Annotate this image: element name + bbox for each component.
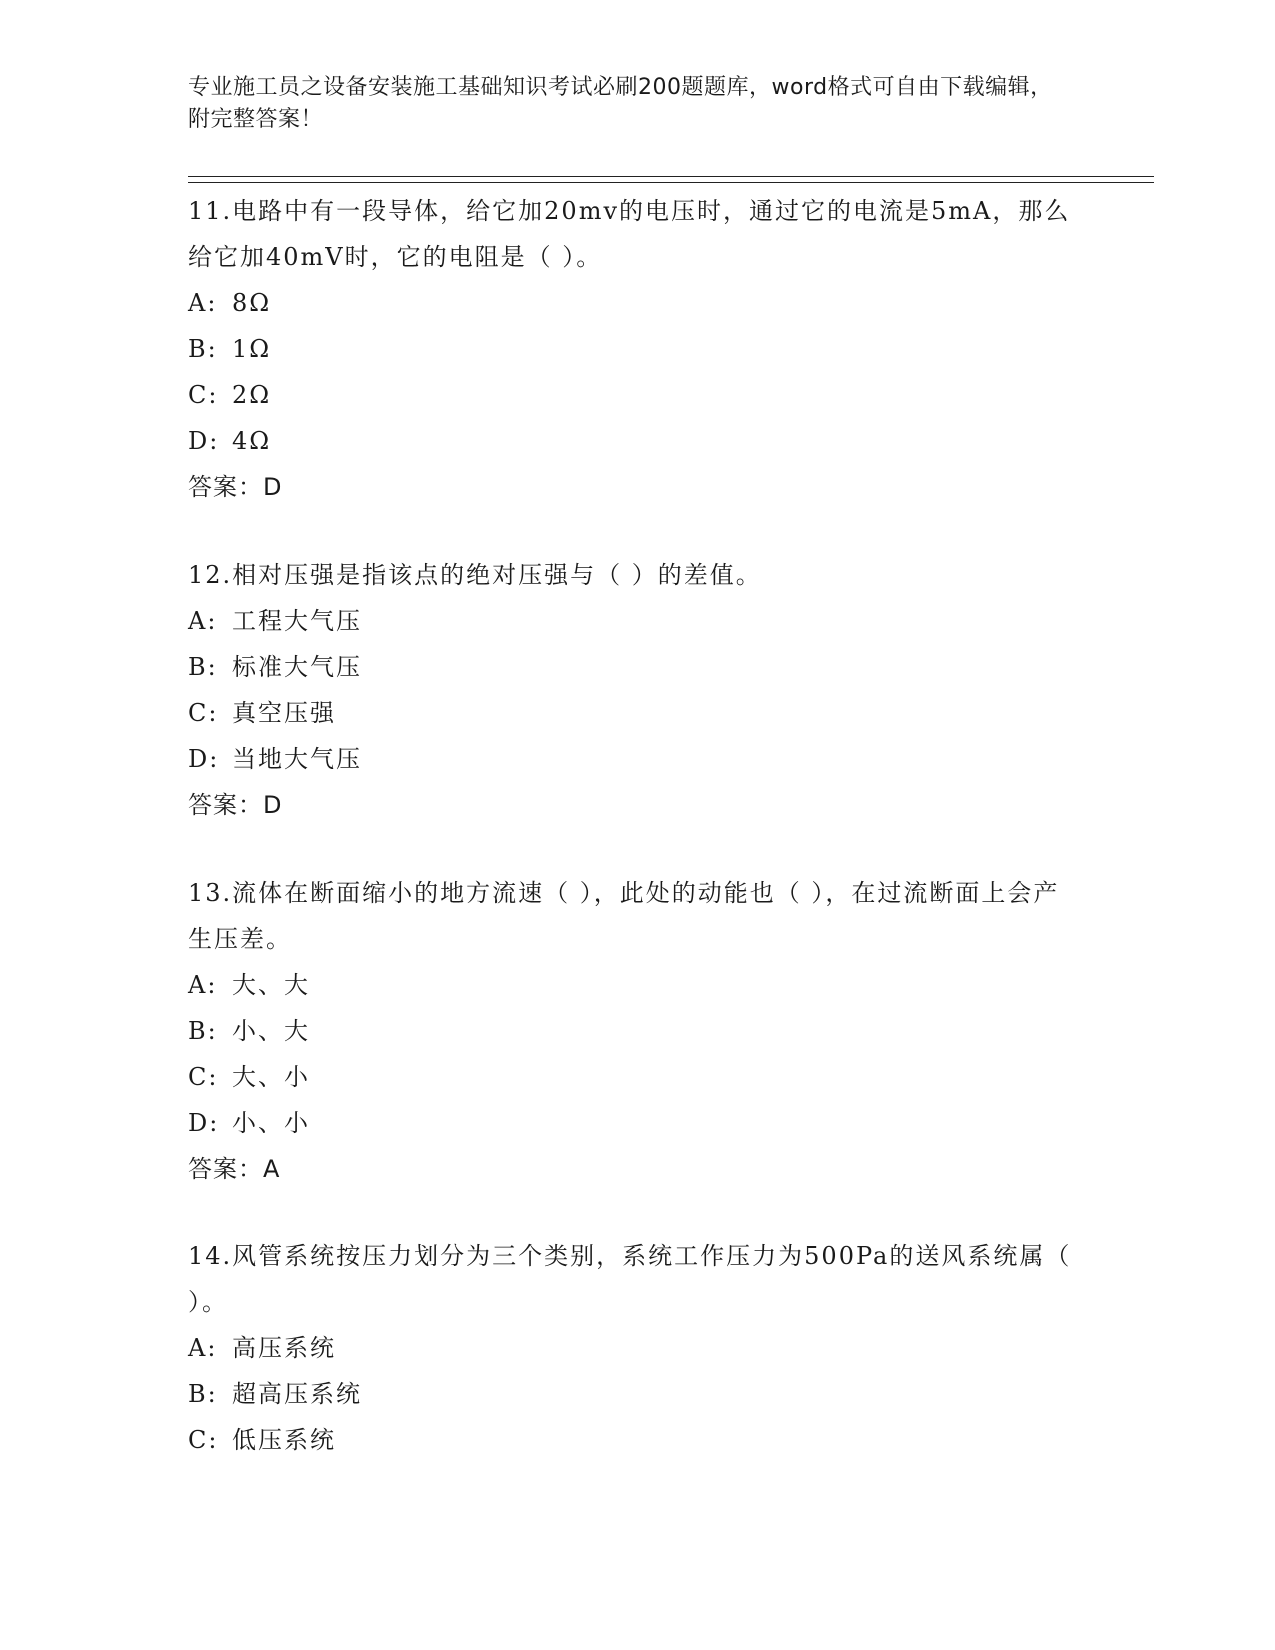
option-letter: D: bbox=[188, 745, 220, 773]
option-text: 大、小 bbox=[232, 1063, 310, 1091]
option-c bbox=[188, 1054, 1078, 1100]
answer-line: 答案：A bbox=[188, 1155, 281, 1183]
option-text: 低压系统 bbox=[232, 1426, 336, 1454]
option-text: 小、小 bbox=[232, 1109, 310, 1137]
option-letter: D: bbox=[188, 427, 220, 455]
option-text: 8Ω bbox=[232, 289, 272, 317]
option-d bbox=[188, 418, 1078, 464]
option-b bbox=[188, 644, 1078, 690]
option-letter: A: bbox=[188, 607, 218, 635]
option-d bbox=[188, 736, 1078, 782]
option-a bbox=[188, 962, 1078, 1008]
option-b bbox=[188, 1008, 1078, 1054]
option-letter: A: bbox=[188, 289, 218, 317]
option-text: 2Ω bbox=[232, 381, 272, 409]
option-letter: A: bbox=[188, 971, 218, 999]
option-text: 工程大气压 bbox=[232, 607, 362, 635]
option-text: 小、大 bbox=[232, 1017, 310, 1045]
option-text: 高压系统 bbox=[232, 1334, 336, 1362]
header-divider-bottom bbox=[188, 182, 1154, 183]
option-letter: C: bbox=[188, 381, 219, 409]
question-13 bbox=[188, 870, 1078, 1192]
answer-line: 答案：D bbox=[188, 473, 283, 501]
option-c bbox=[188, 1417, 1078, 1463]
option-letter: C: bbox=[188, 1063, 219, 1091]
option-text: 真空压强 bbox=[232, 699, 336, 727]
option-letter: B: bbox=[188, 653, 218, 681]
option-a bbox=[188, 280, 1078, 326]
option-letter: C: bbox=[188, 1426, 219, 1454]
answer-line: 答案：D bbox=[188, 791, 283, 819]
option-letter: A: bbox=[188, 1334, 218, 1362]
question-stem: 11.电路中有一段导体，给它加20mv的电压时，通过它的电流是5mA，那么给它加40mV时，它的电阻是（ ）。 bbox=[188, 197, 1071, 271]
option-c bbox=[188, 690, 1078, 736]
document-header-title: 专业施工员之设备安装施工基础知识考试必刷200题题库，word格式可自由下载编辑，附完整答案！ bbox=[188, 75, 1053, 132]
question-11 bbox=[188, 188, 1078, 510]
option-text: 大、大 bbox=[232, 971, 310, 999]
question-stem: 12.相对压强是指该点的绝对压强与（ ）的差值。 bbox=[188, 561, 762, 589]
question-stem: 14.风管系统按压力划分为三个类别，系统工作压力为500Pa的送风系统属（ ）。 bbox=[188, 1242, 1072, 1316]
question-12 bbox=[188, 552, 1078, 828]
option-text: 标准大气压 bbox=[232, 653, 362, 681]
option-letter: B: bbox=[188, 1017, 218, 1045]
option-letter: B: bbox=[188, 1380, 218, 1408]
option-letter: B: bbox=[188, 335, 218, 363]
option-text: 超高压系统 bbox=[232, 1380, 362, 1408]
question-14 bbox=[188, 1233, 1078, 1463]
option-a bbox=[188, 1325, 1078, 1371]
option-c bbox=[188, 372, 1078, 418]
question-stem: 13.流体在断面缩小的地方流速（ ），此处的动能也（ ），在过流断面上会产生压差。 bbox=[188, 879, 1060, 953]
option-a bbox=[188, 598, 1078, 644]
option-text: 4Ω bbox=[232, 427, 272, 455]
option-b bbox=[188, 326, 1078, 372]
option-d bbox=[188, 1100, 1078, 1146]
option-text: 1Ω bbox=[232, 335, 272, 363]
option-letter: D: bbox=[188, 1109, 220, 1137]
option-letter: C: bbox=[188, 699, 219, 727]
option-text: 当地大气压 bbox=[232, 745, 362, 773]
option-b bbox=[188, 1371, 1078, 1417]
header-divider-top bbox=[188, 176, 1154, 177]
